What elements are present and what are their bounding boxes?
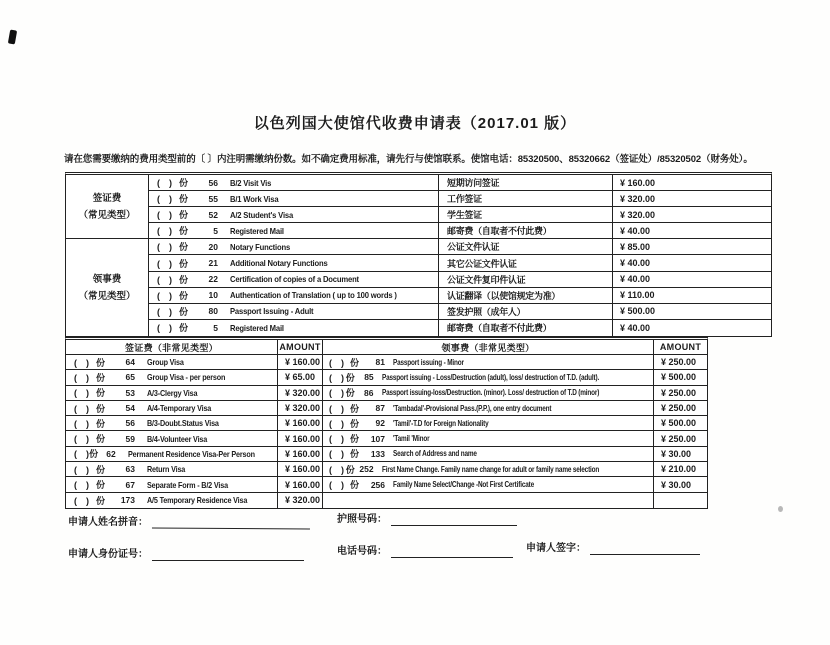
fee-amount: ¥ 250.00 xyxy=(654,401,707,416)
fee-item-cell xyxy=(323,416,654,431)
fee-amount: ¥ 320.00 xyxy=(613,207,771,223)
fill-count-bracket: ( ) xyxy=(329,403,344,414)
unit-label: 份 xyxy=(96,372,106,383)
fee-group-subname: （常见类型） xyxy=(78,290,136,302)
fee-amount: ¥ 500.00 xyxy=(613,304,771,320)
fee-item-label: B/2 Visit Vis xyxy=(230,177,272,188)
fee-item-label: Permanent Residence Visa-Per Person xyxy=(127,448,255,459)
fee-amount: ¥ 65.00 xyxy=(278,370,323,385)
fee-item-cell xyxy=(66,493,278,508)
fee-item-cell xyxy=(66,416,278,431)
fee-name-cn: 其它公证文件认证 xyxy=(439,255,613,271)
fill-count-bracket: ( ) xyxy=(74,449,89,460)
fee-item-label: A/4-Temporary Visa xyxy=(147,403,212,414)
fee-amount: ¥ 30.00 xyxy=(654,447,707,462)
fee-group-name: 签证费 xyxy=(92,192,122,204)
fee-amount: ¥ 160.00 xyxy=(613,175,771,191)
applicant-name-pinyin-label: 申请人姓名拼音： xyxy=(68,517,148,528)
fill-in-line xyxy=(391,545,513,558)
uncommon-visa-header: 签证费（非常见类型） xyxy=(66,340,278,355)
page-title: 以色列国大使馆代收费申请表（2017.01 版） xyxy=(253,115,577,132)
fill-count-bracket: ( ) xyxy=(157,178,172,189)
fee-code: 10 xyxy=(208,290,218,301)
fee-code: 21 xyxy=(208,258,218,269)
fee-amount: ¥ 250.00 xyxy=(654,431,707,446)
amount-header: AMOUNT xyxy=(278,340,323,355)
fee-item-cell xyxy=(149,304,439,320)
unit-label: 份 xyxy=(179,290,189,301)
fee-amount: ¥ 40.00 xyxy=(613,272,771,288)
fee-name-cn: 认证翻译（以使馆规定为准） xyxy=(439,288,613,304)
fee-item-cell xyxy=(149,272,439,288)
common-fees-table xyxy=(65,172,772,337)
fee-amount: ¥ 85.00 xyxy=(613,239,771,255)
fee-amount: ¥ 110.00 xyxy=(613,288,771,304)
fee-code: 173 xyxy=(120,495,135,506)
fee-name-cn: 工作签证 xyxy=(439,191,613,207)
fill-count-bracket: ( ) xyxy=(329,357,344,368)
fee-name-cn: 邮寄费（自取者不付此费） xyxy=(439,320,613,336)
fee-name-cn: 公证文件认证 xyxy=(439,239,613,255)
unit-label: 份 xyxy=(89,449,99,460)
fee-name-cn: 短期访问签证 xyxy=(439,175,613,191)
fill-count-bracket: ( ) xyxy=(329,418,344,429)
fill-in-line xyxy=(590,542,700,555)
fee-name-cn: 签发护照（成年人） xyxy=(439,304,613,320)
fee-item-cell xyxy=(149,255,439,271)
fee-amount: ¥ 160.00 xyxy=(278,431,323,446)
fee-item-label: 'Tamil'-T.D for Foreign Nationality xyxy=(393,418,489,428)
fee-item-label: 'Tamil 'Minor xyxy=(393,434,430,444)
fee-amount: ¥ 30.00 xyxy=(654,477,707,492)
fill-count-bracket: ( ) xyxy=(329,464,344,475)
fee-amount: ¥ 40.00 xyxy=(620,322,651,333)
fee-code: 86 xyxy=(364,387,374,398)
fee-code: 133 xyxy=(370,448,385,459)
fill-count-bracket: ( ) xyxy=(74,480,89,491)
fill-count-bracket: ( ) xyxy=(157,290,172,301)
fee-item-cell xyxy=(323,447,654,462)
unit-label: 份 xyxy=(179,306,189,317)
applicant-name-pinyin-field xyxy=(68,514,310,529)
fee-amount: ¥ 320.00 xyxy=(278,493,323,508)
fill-count-bracket: ( ) xyxy=(157,306,172,317)
fee-item-label: Family Name Select/Change -Not First Certificate xyxy=(393,480,534,490)
fee-code: 53 xyxy=(125,387,135,398)
fee-item-cell xyxy=(66,477,278,492)
fee-item-label: Certification of copies of a Document xyxy=(230,274,359,285)
fee-item-cell xyxy=(66,370,278,385)
fee-code: 59 xyxy=(125,433,135,444)
fee-item-label: B/1 Work Visa xyxy=(230,193,279,204)
fee-item-cell xyxy=(66,355,278,370)
unit-label: 份 xyxy=(179,323,189,334)
fee-amount: ¥ 160.00 xyxy=(278,355,323,370)
unit-label: 份 xyxy=(96,357,106,368)
fee-amount: ¥ 320.00 xyxy=(278,401,323,416)
fee-item-cell xyxy=(323,355,654,370)
fill-count-bracket: ( ) xyxy=(157,226,172,237)
fee-item-cell xyxy=(149,320,439,336)
unit-label: 份 xyxy=(96,418,106,429)
unit-label: 份 xyxy=(96,464,106,475)
fill-count-bracket: ( ) xyxy=(74,388,89,399)
unit-label: 份 xyxy=(96,403,106,414)
fee-amount: ¥ 40.00 xyxy=(613,255,771,271)
scan-artifact-blob xyxy=(8,29,17,44)
fee-name-cn: 学生签证 xyxy=(439,207,613,223)
fee-item-label: Search of Address and name xyxy=(393,449,477,459)
applicant-id-number-field xyxy=(68,546,304,561)
fee-group-header xyxy=(66,175,149,239)
fee-item-cell xyxy=(66,401,278,416)
fee-code: 56 xyxy=(125,418,135,429)
fee-code: 20 xyxy=(208,241,218,252)
unit-label: 份 xyxy=(96,495,106,506)
fee-code: 256 xyxy=(370,479,385,490)
fee-item-cell xyxy=(149,223,439,239)
unit-label: 份 xyxy=(179,242,189,253)
fee-amount: ¥ 160.00 xyxy=(278,416,323,431)
fee-code: 252 xyxy=(359,464,374,475)
fee-amount: ¥ 160.00 xyxy=(278,447,323,462)
fill-count-bracket: ( ) xyxy=(329,449,344,460)
applicant-id-number-label: 申请人身份证号： xyxy=(68,549,148,560)
fee-item-cell xyxy=(66,386,278,401)
fill-count-bracket: ( ) xyxy=(157,210,172,221)
fee-amount: ¥ 160.00 xyxy=(278,462,323,477)
fee-item-cell xyxy=(323,477,654,492)
uncommon-consular-header: 领事费（非常见类型） xyxy=(323,340,654,355)
fill-in-line xyxy=(391,513,517,526)
fee-group-name: 领事费 xyxy=(92,273,122,285)
fee-code: 92 xyxy=(375,418,385,429)
fee-item-label: First Name Change. Family name change for adult or family name selection xyxy=(381,464,599,474)
uncommon-fees-table xyxy=(65,337,708,509)
fee-code: 52 xyxy=(208,209,218,220)
fee-name-cn: 公证文件复印件认证 xyxy=(439,272,613,288)
fee-item-cell xyxy=(323,401,654,416)
fee-code: 64 xyxy=(125,357,135,368)
fee-code: 107 xyxy=(370,433,385,444)
fill-count-bracket: ( ) xyxy=(74,434,89,445)
unit-label: 份 xyxy=(179,210,189,221)
unit-label: 份 xyxy=(350,418,360,429)
fee-item-label: Notary Functions xyxy=(230,241,291,252)
amount-header: AMOUNT xyxy=(654,340,707,355)
fee-amount xyxy=(654,493,707,508)
fee-amount: ¥ 160.00 xyxy=(278,477,323,492)
fee-code: 55 xyxy=(208,193,218,204)
fee-item-label: Passport issuing-loss/Destruction. (minor). Loss/ destruction of T.D (minor) xyxy=(381,388,599,398)
unit-label: 份 xyxy=(179,178,189,189)
fee-amount: ¥ 40.00 xyxy=(613,223,771,239)
fee-group-subname: （常见类型） xyxy=(78,209,136,221)
fee-item-label: Passport issuing - Loss/Destruction (adult), loss/ destruction of T.D. (adult). xyxy=(381,372,599,382)
unit-label: 份 xyxy=(350,480,360,491)
fee-code: 65 xyxy=(125,372,135,383)
instruction-text: 请在您需要缴纳的费用类型前的〔 〕内注明需缴纳份数。如不确定费用标准，请先行与使馆联系。使馆电话：85320500、85320662（签证处）/85320502（财务处）。 xyxy=(64,154,753,165)
fill-count-bracket: ( ) xyxy=(157,258,172,269)
unit-label: 份 xyxy=(96,480,106,491)
fee-code: 67 xyxy=(125,479,135,490)
fee-code: 5 xyxy=(213,225,218,236)
unit-label: 份 xyxy=(345,464,355,475)
fee-item-label: A/2 Student's Visa xyxy=(230,209,294,220)
fill-count-bracket: ( ) xyxy=(74,418,89,429)
fee-code: 62 xyxy=(106,448,116,459)
fee-group-header xyxy=(66,239,149,336)
fee-item-cell xyxy=(66,431,278,446)
fee-item-cell xyxy=(323,462,654,477)
unit-label: 份 xyxy=(345,372,355,383)
fee-item-cell xyxy=(323,431,654,446)
scan-artifact-speck xyxy=(778,506,783,512)
fee-item-label: Registered Mail xyxy=(230,225,284,236)
fee-item-label: Additional Notary Functions xyxy=(230,258,328,269)
fee-name-cn: 邮寄费（自取者不付此费） xyxy=(439,223,613,239)
fee-item-cell xyxy=(149,191,439,207)
fee-item-cell xyxy=(323,493,654,508)
fee-item-cell xyxy=(323,370,654,385)
fee-item-cell xyxy=(149,239,439,255)
fee-item-label: Return Visa xyxy=(147,464,186,475)
fee-item-cell xyxy=(66,447,278,462)
fill-count-bracket: ( ) xyxy=(74,403,89,414)
applicant-signature-field xyxy=(526,540,700,555)
fee-amount: ¥ 210.00 xyxy=(654,462,707,477)
fee-item-cell xyxy=(149,207,439,223)
unit-label: 份 xyxy=(350,434,360,445)
fee-amount: ¥ 320.00 xyxy=(278,386,323,401)
unit-label: 份 xyxy=(179,274,189,285)
fee-code: 56 xyxy=(208,177,218,188)
fill-in-line xyxy=(152,548,304,561)
fee-code: 81 xyxy=(375,357,385,368)
applicant-signature-label: 申请人签字： xyxy=(526,543,586,554)
fee-code: 54 xyxy=(125,403,135,414)
unit-label: 份 xyxy=(350,357,360,368)
fee-item-cell xyxy=(323,386,654,401)
fee-item-label: Group Visa xyxy=(147,357,184,368)
unit-label: 份 xyxy=(350,403,360,414)
unit-label: 份 xyxy=(179,194,189,205)
fee-amount: ¥ 250.00 xyxy=(654,355,707,370)
unit-label: 份 xyxy=(345,388,355,399)
fee-item-cell xyxy=(149,175,439,191)
fill-count-bracket: ( ) xyxy=(74,495,89,506)
fee-code: 63 xyxy=(125,464,135,475)
fee-amount: ¥ 320.00 xyxy=(613,191,771,207)
unit-label: 份 xyxy=(350,449,360,460)
passport-number-label: 护照号码： xyxy=(337,514,387,525)
fill-count-bracket: ( ) xyxy=(329,388,344,399)
fee-item-label: A/3-Clergy Visa xyxy=(147,387,198,398)
fee-code: 22 xyxy=(208,274,218,285)
fee-item-label: A/5 Temporary Residence Visa xyxy=(147,495,248,506)
fill-count-bracket: ( ) xyxy=(157,323,172,334)
fee-item-label: Group Visa - per person xyxy=(147,372,226,383)
fee-amount: ¥ 500.00 xyxy=(654,416,707,431)
fill-in-line xyxy=(152,515,310,529)
fee-item-label: B/3-Doubt.Status Visa xyxy=(147,418,219,429)
fee-code: 87 xyxy=(375,403,385,414)
fill-count-bracket: ( ) xyxy=(329,434,344,445)
fee-item-label: Passport Issuing - Adult xyxy=(230,306,314,317)
fill-count-bracket: ( ) xyxy=(74,372,89,383)
phone-number-field xyxy=(337,543,513,558)
unit-label: 份 xyxy=(96,388,106,399)
fill-count-bracket: ( ) xyxy=(329,480,344,491)
fill-count-bracket: ( ) xyxy=(74,464,89,475)
fee-item-label: Registered Mail xyxy=(230,322,284,333)
unit-label: 份 xyxy=(179,258,189,269)
fee-item-label: Authentication of Translation ( up to 100 words ) xyxy=(230,290,397,301)
fill-count-bracket: ( ) xyxy=(329,372,344,383)
fill-count-bracket: ( ) xyxy=(157,194,172,205)
fee-item-cell xyxy=(149,288,439,304)
fee-amount: ¥ 500.00 xyxy=(654,370,707,385)
fee-item-label: 'Tambadal'-Provisional Pass.(P.P.), one entry document xyxy=(393,403,552,413)
unit-label: 份 xyxy=(96,434,106,445)
passport-number-field xyxy=(337,511,517,526)
fee-code: 85 xyxy=(364,372,374,383)
fee-item-label: B/4-Volunteer Visa xyxy=(147,433,208,444)
fee-item-cell xyxy=(66,462,278,477)
phone-number-label: 电话号码： xyxy=(337,546,387,557)
fill-count-bracket: ( ) xyxy=(157,242,172,253)
fee-amount: ¥ 250.00 xyxy=(654,386,707,401)
fill-count-bracket: ( ) xyxy=(157,274,172,285)
fee-item-label: Passport issuing - Minor xyxy=(393,357,464,367)
fill-count-bracket: ( ) xyxy=(74,357,89,368)
fee-code: 80 xyxy=(208,306,218,317)
fee-item-label: Separate Form - B/2 Visa xyxy=(147,479,228,490)
unit-label: 份 xyxy=(179,226,189,237)
fee-code: 5 xyxy=(213,322,218,333)
